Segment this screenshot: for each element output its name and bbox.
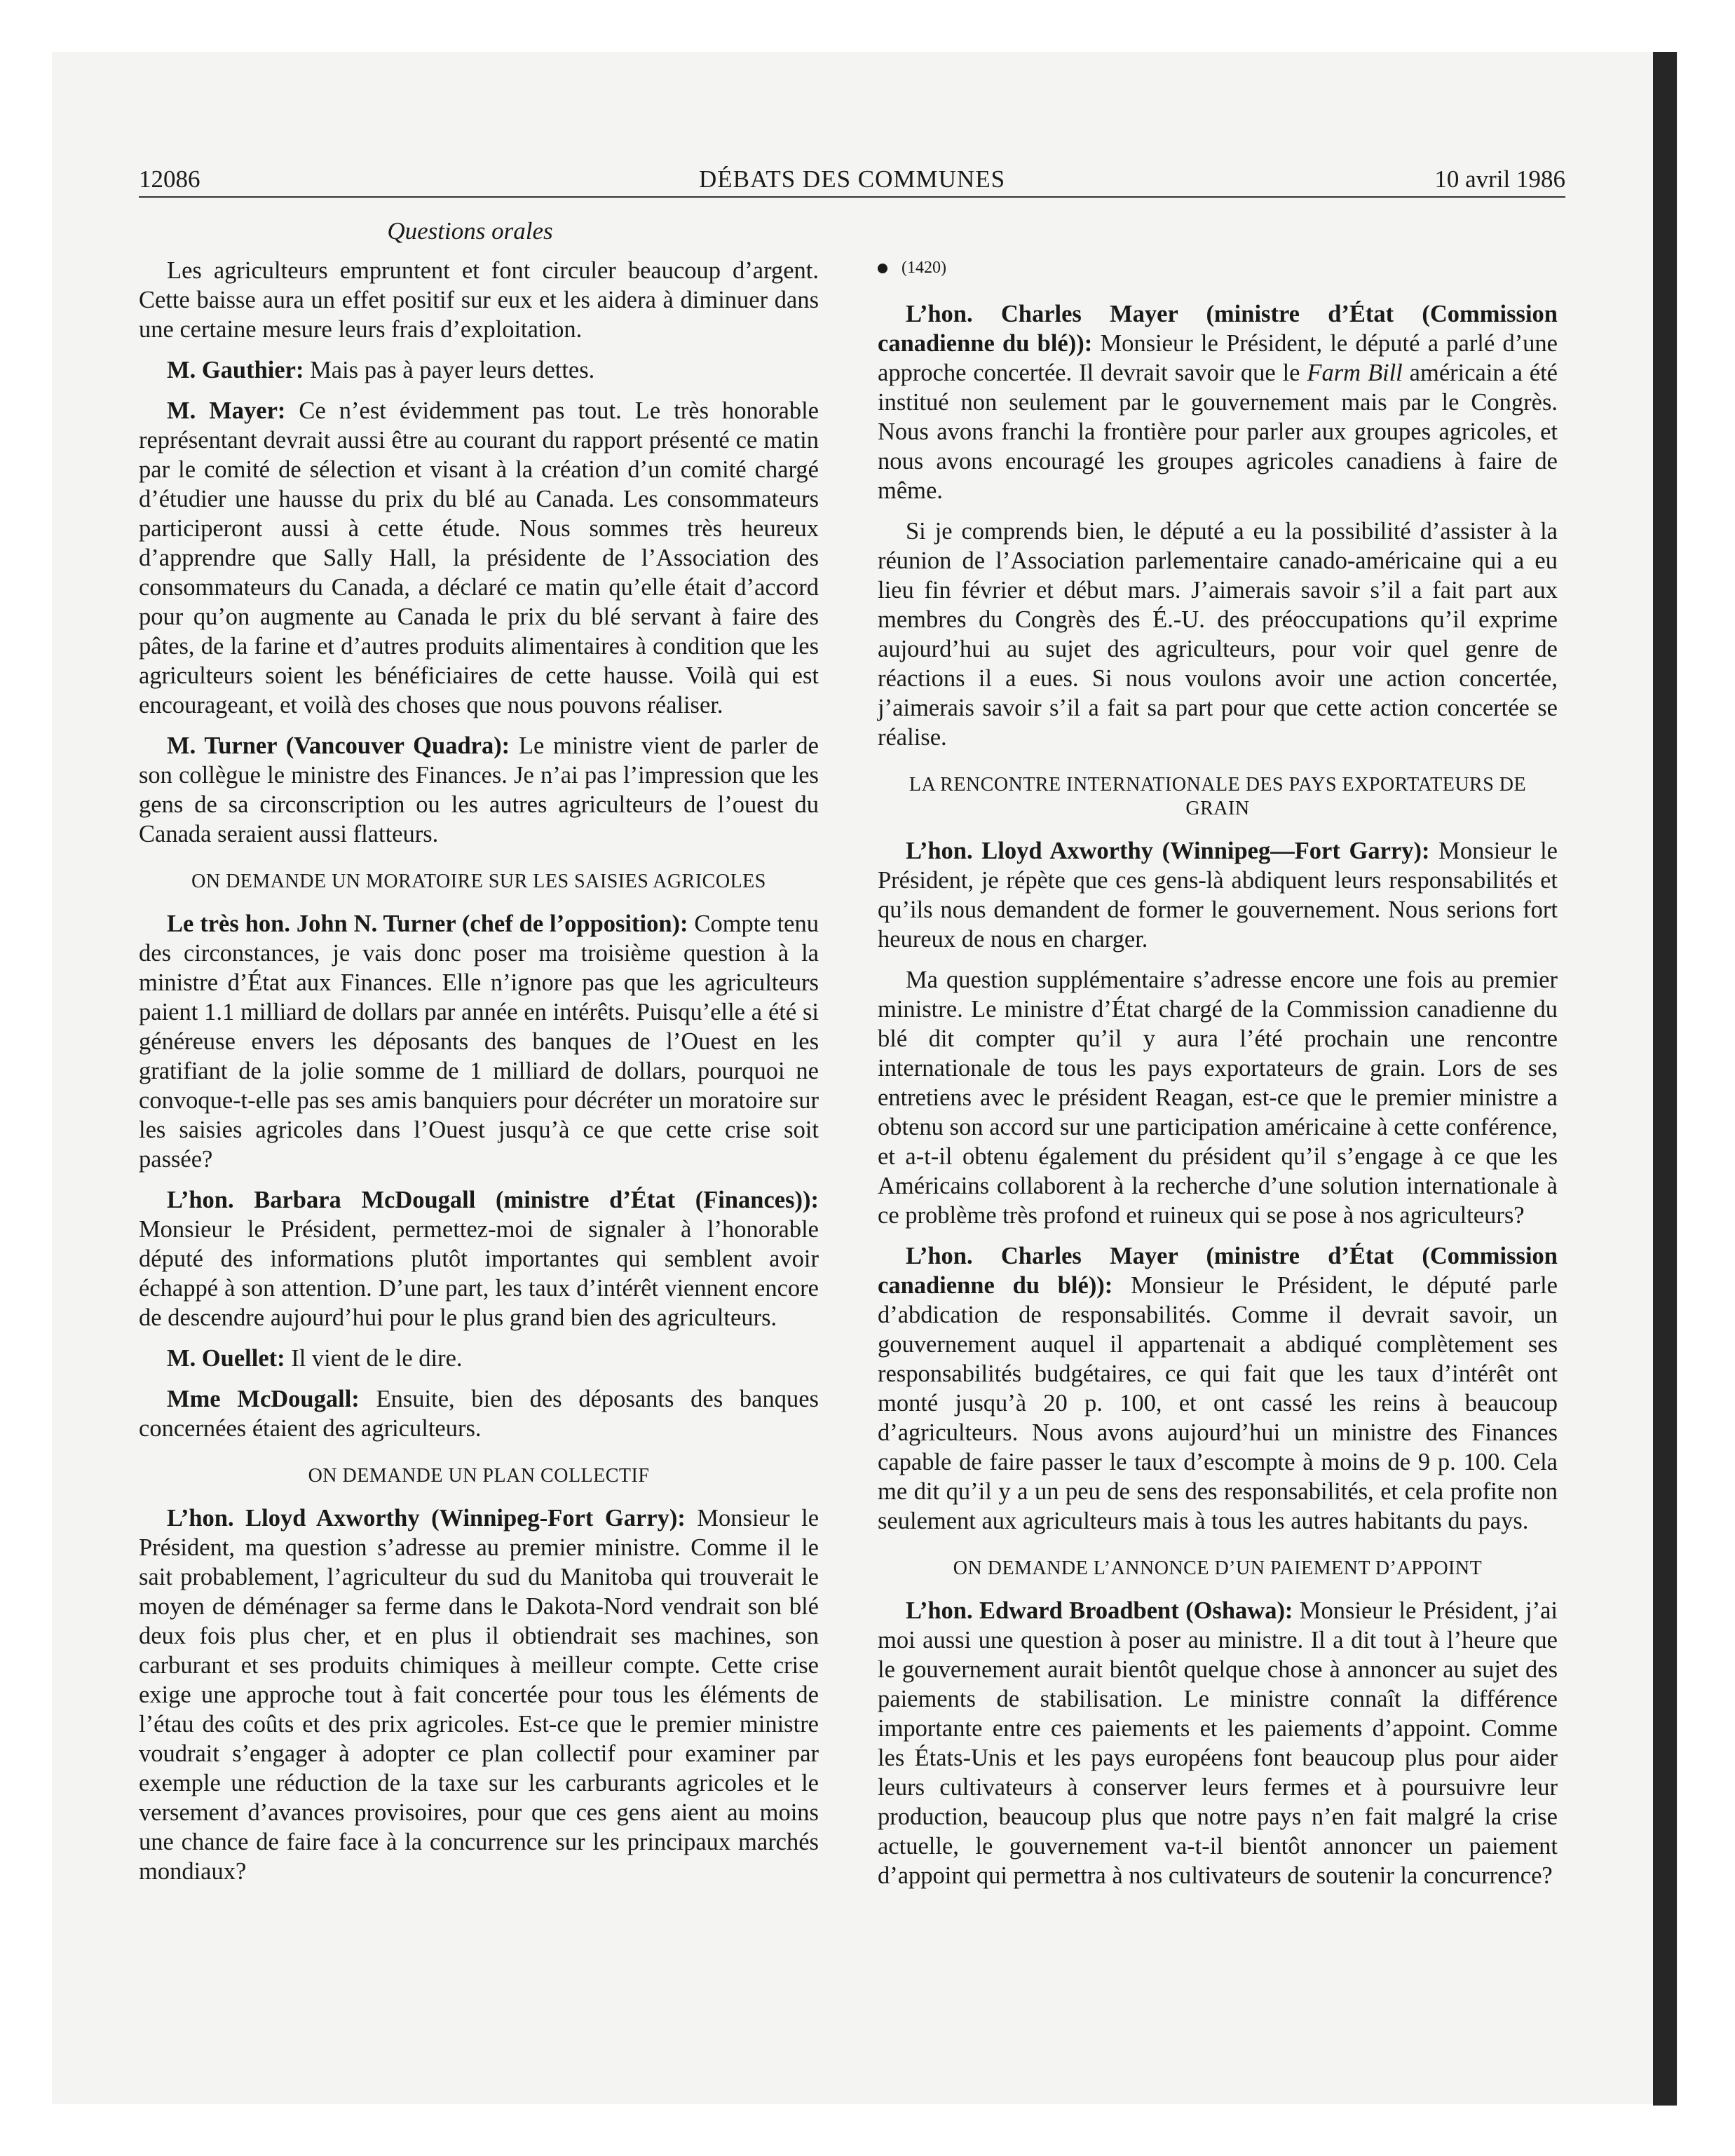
paragraph: Le très hon. John N. Turner (chef de l’opposition): Compte tenu des circonstances, je vais donc poser ma troisième question à la ministre d’État aux Finances. Elle n’ignore pas que les agriculteurs paient 1.1 milliard de dollars par année en intérêts. Puisqu’elle a été si généreuse envers les déposants des banques de l’Ouest en les gratifiant de la jolie somme de 1 milliard de dollars, pourquoi ne convoque-t-elle pas ses amis banquiers pour décréter un moratoire sur les saisies agricoles dans l’Ouest jusqu’à ce que cette crise soit passée? — [139, 910, 819, 1173]
paragraph: Les agriculteurs empruntent et font circuler beaucoup d’argent. Cette baisse aura un effet positif sur eux et les aidera à diminuer dans une certaine mesure leurs frais d’exploitation. — [139, 257, 819, 343]
speaker-name: L’hon. Charles Mayer (ministre d’État (Commission canadienne du blé)): — [878, 1243, 1558, 1299]
paragraph: L’hon. Lloyd Axworthy (Winnipeg-Fort Garry): Monsieur le Président, ma question s’adresse au premier ministre. Comme il le sait probablement, l’agriculteur du sud du Manitoba qui trouverait le moyen de déménager sa ferme dans le Dakota-Nord vendrait son blé deux fois plus cher, et en plus il obtiendrait ses machines, son carburant et ses produits chimiques à meilleur compte. Cette crise exige une approche tout à fait concertée pour tous les éléments de l’étau des coûts et des prix agricoles. Est-ce que le premier ministre voudrait s’engager à adopter ce plan collectif pour examiner par exemple une réduction de la taxe sur les carburants agricoles et le versement d’avances provisoires, pour que ces gens aient au moins une chance de faire face à la concurrence sur les principaux marchés mondiaux? — [139, 1505, 819, 1885]
speaker-name: Mme McDougall: — [167, 1386, 360, 1412]
left-column — [139, 256, 819, 1897]
subject-heading: ON DEMANDE UN MORATOIRE SUR LES SAISIES AGRICOLES — [191, 871, 766, 892]
subject-heading: ON DEMANDE UN PLAN COLLECTIF — [308, 1465, 650, 1487]
speaker-name: L’hon. Charles Mayer (ministre d’État (Commission canadienne du blé)): — [878, 301, 1558, 357]
paragraph: Si je comprends bien, le député a eu la possibilité d’assister à la réunion de l’Association parlementaire canado-américaine qui a eu lieu fin février et début mars. J’aimerais savoir s’il a fait part aux membres du Congrès des É.-U. des préoccupations qu’il exprime aujourd’hui au sujet des agriculteurs, pour voir quel genre de réactions il a eues. Si nous voulons avoir une action concertée, j’aimerais savoir s’il a fait sa part pour que cette action concertée se réalise. — [878, 518, 1558, 751]
speaker-name: M. Gauthier: — [167, 357, 304, 383]
speaker-name: L’hon. Barbara McDougall (ministre d’État (Finances)): — [167, 1187, 819, 1213]
paragraph: Mme McDougall: Ensuite, bien des déposants des banques concernées étaient des agriculteurs. — [139, 1386, 819, 1442]
paragraph: L’hon. Charles Mayer (ministre d’État (Commission canadienne du blé)): Monsieur le Président, le député parle d’abdication de responsabilités. Comme il devrait savoir, un gouvernement auquel il appartenait a abdiqué complètement ses responsabilités budgétaires, ce qui fait que les taux d’intérêt ont monté jusqu’à 20 p. 100, et ont cassé les reins à beaucoup d’agriculteurs. Nous avons aujourd’hui un ministre des Finances capable de faire passer le taux d’escompte à moins de 9 p. 100. Cela me dit qu’il y a un peu de sens des responsabilités, et cela profite non seulement aux agriculteurs mais à tous les autres habitants du pays. — [878, 1243, 1558, 1534]
speaker-name: M. Turner (Vancouver Quadra): — [167, 732, 510, 759]
speaker-name: Le très hon. John N. Turner (chef de l’opposition): — [167, 910, 688, 937]
paragraph: L’hon. Lloyd Axworthy (Winnipeg—Fort Garry): Monsieur le Président, je répète que ces gens-là abdiquent leurs responsabilités et qu’ils nous demandent de former le gouvernement. Nous serions fort heureux de nous en charger. — [878, 838, 1558, 953]
paragraph: Ma question supplémentaire s’adresse encore une fois au premier ministre. Le ministre d’État chargé de la Commission canadienne du blé dit compter qu’il y aura l’été prochain une rencontre internationale de tous les pays exportateurs de grain. Lors de ses entretiens avec le président Reagan, est-ce que le premier ministre a obtenu son accord sur une participation américaine à cette conférence, et a-t-il obtenu également du président qu’il s’engage à ce que les Américains collaborent à la recherche d’une solution internationale à ce problème très profond et ruineux qui se pose à nos agriculteurs? — [878, 967, 1558, 1229]
speaker-name: L’hon. Edward Broadbent (Oshawa): — [906, 1597, 1293, 1624]
paragraph: M. Ouellet: Il vient de le dire. — [167, 1345, 463, 1372]
subject-heading: ON DEMANDE L’ANNONCE D’UN PAIEMENT D’APPOINT — [953, 1557, 1483, 1579]
running-header — [139, 165, 1565, 198]
section-title: Questions orales — [387, 217, 553, 245]
journal-title: DÉBATS DES COMMUNES — [698, 165, 1006, 193]
paragraph: L’hon. Charles Mayer (ministre d’État (Commission canadienne du blé)): Monsieur le Président, le député a parlé d’une approche concertée. Il devrait savoir que le Farm Bill américain a été institué non seulement par le gouvernement mais par le Congrès. Nous avons franchi la frontière pour parler aux groupes agricoles, et nous avons encouragé les groupes agricoles canadiens à faire de même. — [878, 301, 1558, 504]
right-column — [878, 256, 1558, 1902]
subject-heading: LA RENCONTRE INTERNATIONALE DES PAYS EXPORTATEURS DE GRAIN — [909, 774, 1527, 819]
paragraph: L’hon. Edward Broadbent (Oshawa): Monsieur le Président, j’ai moi aussi une question à poser au ministre. Il a dit tout à l’heure que le gouvernement aurait bientôt quelque chose à annoncer au sujet des paiements de stabilisation. Le ministre connaît la différence importante entre ces paiements et les paiements d’appoint. Comme les États-Unis et les pays européens font beaucoup plus pour aider leurs cultivateurs à conserver leurs fermes et à poursuivre leur production, beaucoup plus que notre pays n’en fait malgré la crise actuelle, le gouvernement va-t-il bientôt annoncer un paiement d’appoint qui permettra à nos cultivateurs de soutenir la concurrence? — [878, 1597, 1558, 1889]
speaker-name: M. Mayer: — [167, 397, 286, 424]
bullet-icon — [878, 264, 887, 273]
speaker-name: L’hon. Lloyd Axworthy (Winnipeg-Fort Garry): — [167, 1505, 686, 1531]
issue-date: 10 avril 1986 — [1434, 165, 1565, 193]
paragraph: M. Gauthier: Mais pas à payer leurs dettes. — [167, 357, 595, 383]
speaker-name: L’hon. Lloyd Axworthy (Winnipeg—Fort Garry): — [906, 838, 1430, 864]
scan-edge-bar — [1653, 52, 1677, 2106]
speaker-name: M. Ouellet: — [167, 1345, 285, 1372]
page-number: 12086 — [139, 165, 200, 193]
time-marker: (1420) — [878, 256, 1558, 280]
paragraph: M. Turner (Vancouver Quadra): Le ministre vient de parler de son collègue le ministre des Finances. Je n’ai pas l’impression que les gens de sa circonscription ou les autres agriculteurs de l’ouest du Canada seraient aussi flatteurs. — [139, 732, 819, 847]
paragraph: M. Mayer: Ce n’est évidemment pas tout. Le très honorable représentant devrait aussi être au courant du rapport présenté ce matin par le comité de sélection et visant à la création d’un comité chargé d’étudier une hausse du prix du blé au Canada. Les consommateurs participeront aussi à cette étude. Nous sommes très heureux d’apprendre que Sally Hall, la présidente de l’Association des consommateurs du Canada, a déclaré ce matin qu’elle était d’accord pour qu’on augmente au Canada le prix du blé servant à faire des pâtes, de la farine et d’autres produits alimentaires à condition que les agriculteurs soient les bénéficiaires de cette hausse. Voilà qui est encourageant, et voilà des choses que nous pouvons réaliser. — [139, 397, 819, 718]
paragraph: L’hon. Barbara McDougall (ministre d’État (Finances)): Monsieur le Président, permettez-moi de signaler à l’honorable député des informations plutôt importantes qui semblent avoir échappé à son attention. D’une part, les taux d’intérêt viennent encore de descendre aujourd’hui pour le plus grand bien des agriculteurs. — [139, 1187, 819, 1331]
